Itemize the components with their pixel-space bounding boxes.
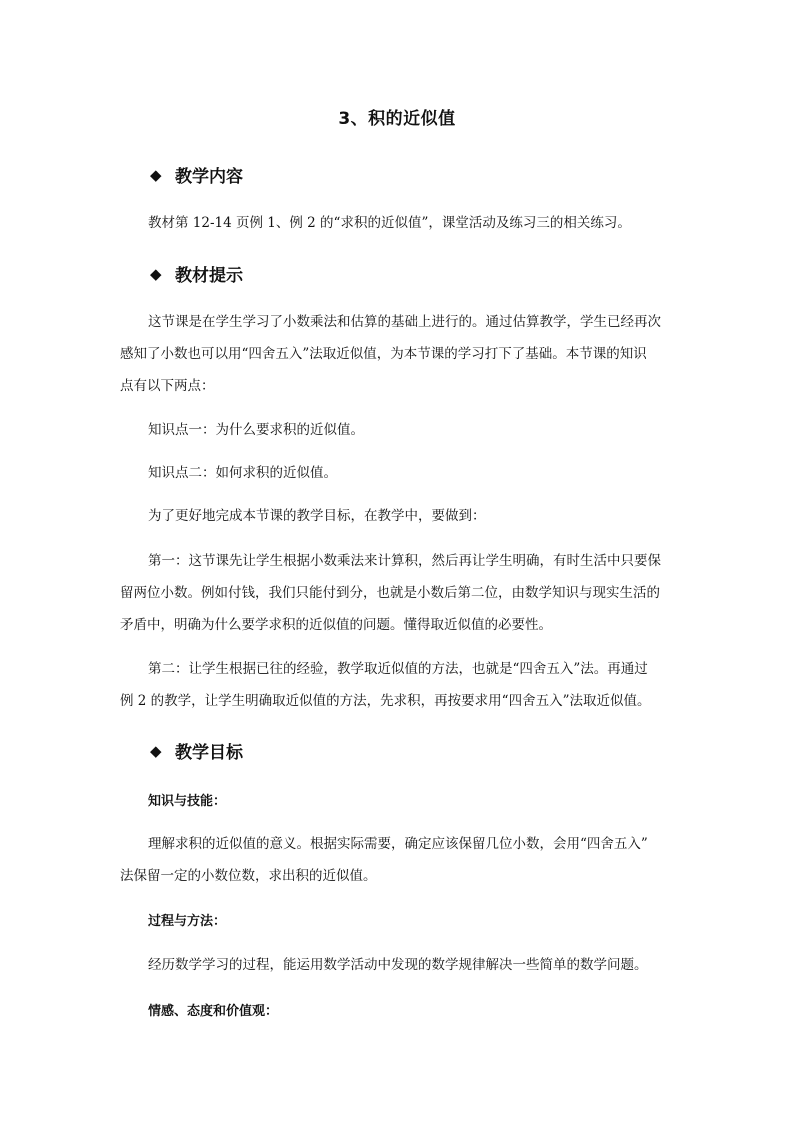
paragraph-line: 第二：让学生根据已往的经验，教学取近似值的方法，也就是“四舍五入”法。再通过 — [148, 661, 648, 677]
diamond-bullet-icon: ◆ — [150, 165, 162, 184]
section-heading-goals — [150, 738, 243, 763]
paragraph-line: 感知了小数也可以用“四舍五入”法取近似值，为本节课的学习打下了基础。本节课的知识 — [120, 346, 647, 362]
section-heading-hints — [150, 261, 243, 286]
page-title: 3、积的近似值 — [338, 109, 456, 129]
paragraph-line: 这节课是在学生学习了小数乘法和估算的基础上进行的。通过估算教学，学生已经再次 — [148, 314, 661, 330]
section-heading-label: 教学目标 — [175, 743, 243, 763]
subheading-process: 过程与方法： — [148, 914, 227, 929]
paragraph-line: 理解求积的近似值的意义。根据实际需要，确定应该保留几位小数，会用“四舍五入” — [148, 836, 648, 852]
section-heading-content — [150, 162, 243, 187]
paragraph-line: 第一：这节课先让学生根据小数乘法来计算积，然后再让学生明确，有时生活中只要保 — [148, 553, 661, 569]
paragraph-line: 点有以下两点： — [120, 378, 215, 394]
paragraph-line: 例 2 的教学，让学生明确取近似值的方法，先求积，再按要求用“四舍五入”法取近似值。 — [120, 693, 651, 709]
subheading-emotion: 情感、态度和价值观： — [148, 1004, 279, 1019]
knowledge-point-2: 知识点二：如何求积的近似值。 — [148, 465, 337, 481]
subheading-knowledge: 知识与技能： — [148, 794, 227, 809]
section-heading-label: 教学内容 — [175, 167, 243, 187]
paragraph-line: 为了更好地完成本节课的教学目标，在教学中，要做到： — [148, 508, 486, 524]
diamond-bullet-icon: ◆ — [150, 741, 162, 760]
paragraph-line: 法保留一定的小数位数，求出积的近似值。 — [120, 868, 377, 884]
diamond-bullet-icon: ◆ — [150, 264, 162, 283]
paragraph-line: 矛盾中，明确为什么要学求积的近似值的问题。懂得取近似值的必要性。 — [120, 617, 552, 633]
knowledge-point-1: 知识点一：为什么要求积的近似值。 — [148, 422, 364, 438]
paragraph-line: 留两位小数。例如付钱，我们只能付到分，也就是小数后第二位，由数学知识与现实生活的 — [120, 585, 660, 601]
section-heading-label: 教材提示 — [175, 266, 243, 286]
paragraph-line: 经历数学学习的过程，能运用数学活动中发现的数学规律解决一些简单的数学问题。 — [148, 957, 648, 973]
paragraph-line: 教材第 12-14 页例 1、例 2 的“求积的近似值”，课堂活动及练习三的相关练习。 — [148, 215, 631, 231]
